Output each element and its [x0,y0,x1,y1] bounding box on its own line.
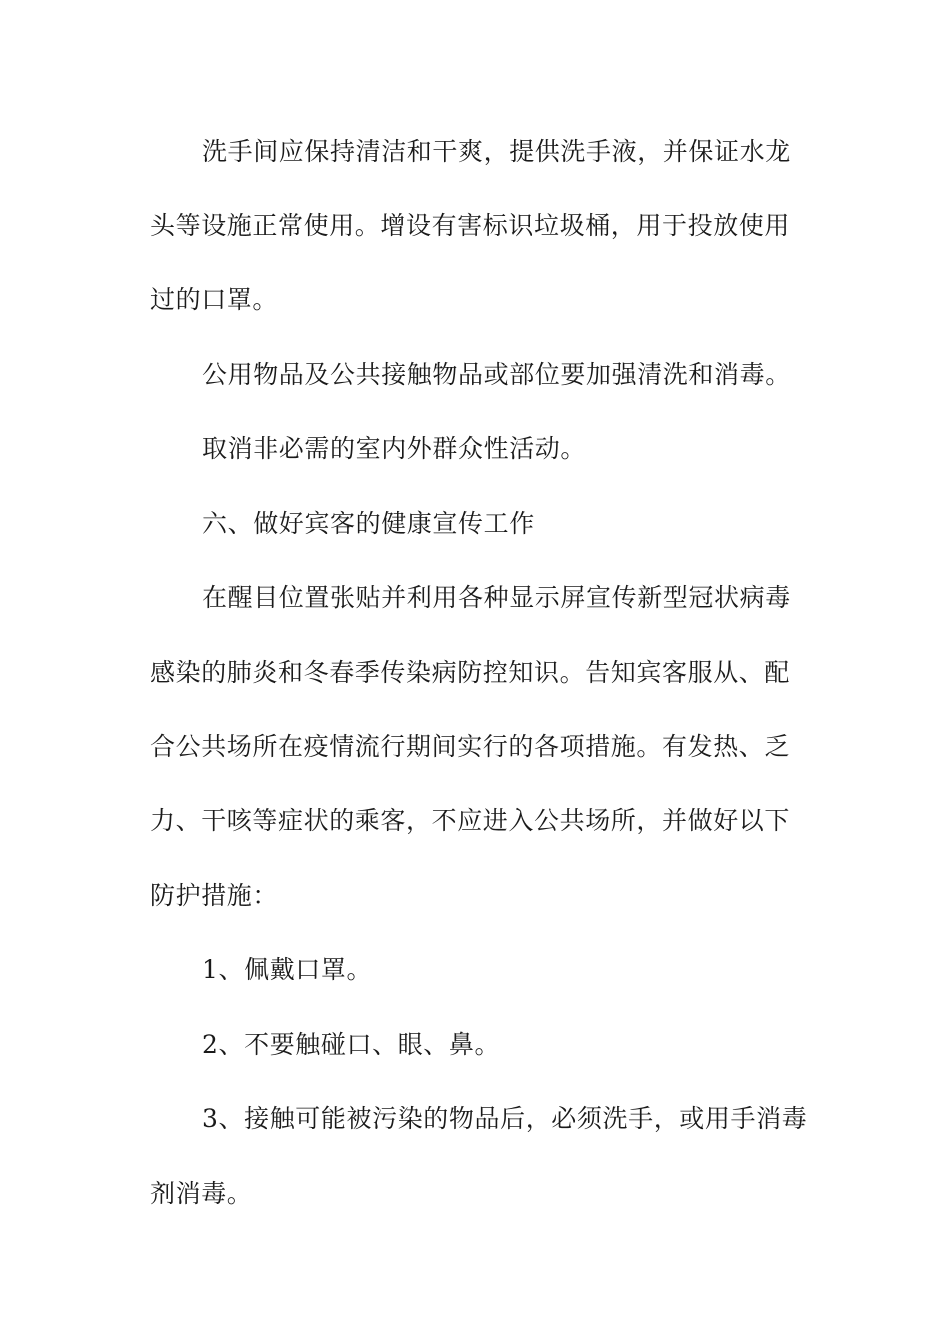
list-item-3-line-1: 3、接触可能被污染的物品后，必须洗手，或用手消毒 [202,1104,808,1133]
paragraph-publicity-line-4: 力、干咳等症状的乘客，不应进入公共场所，并做好以下 [150,806,791,835]
paragraph-washroom-line-3: 过的口罩。 [150,285,279,314]
list-item-3-line-2: 剂消毒。 [150,1179,253,1208]
paragraph-cancel-activities: 取消非必需的室内外群众性活动。 [202,434,587,463]
list-item-2: 2、不要触碰口、眼、鼻。 [202,1030,501,1059]
list-item-1: 1、佩戴口罩。 [202,955,373,984]
paragraph-washroom-line-2: 头等设施正常使用。增设有害标识垃圾桶，用于投放使用 [150,211,791,240]
paragraph-publicity-line-3: 合公共场所在疫情流行期间实行的各项措施。有发热、乏 [150,732,791,761]
paragraph-washroom-line-1: 洗手间应保持清洁和干爽，提供洗手液，并保证水龙 [202,137,791,166]
paragraph-publicity-line-5: 防护措施： [150,881,279,910]
paragraph-public-items: 公用物品及公共接触物品或部位要加强清洗和消毒。 [202,360,791,389]
section-heading-six: 六、做好宾客的健康宣传工作 [202,509,535,538]
paragraph-publicity-line-2: 感染的肺炎和冬春季传染病防控知识。告知宾客服从、配 [150,658,791,687]
paragraph-publicity-line-1: 在醒目位置张贴并利用各种显示屏宣传新型冠状病毒 [202,583,791,612]
